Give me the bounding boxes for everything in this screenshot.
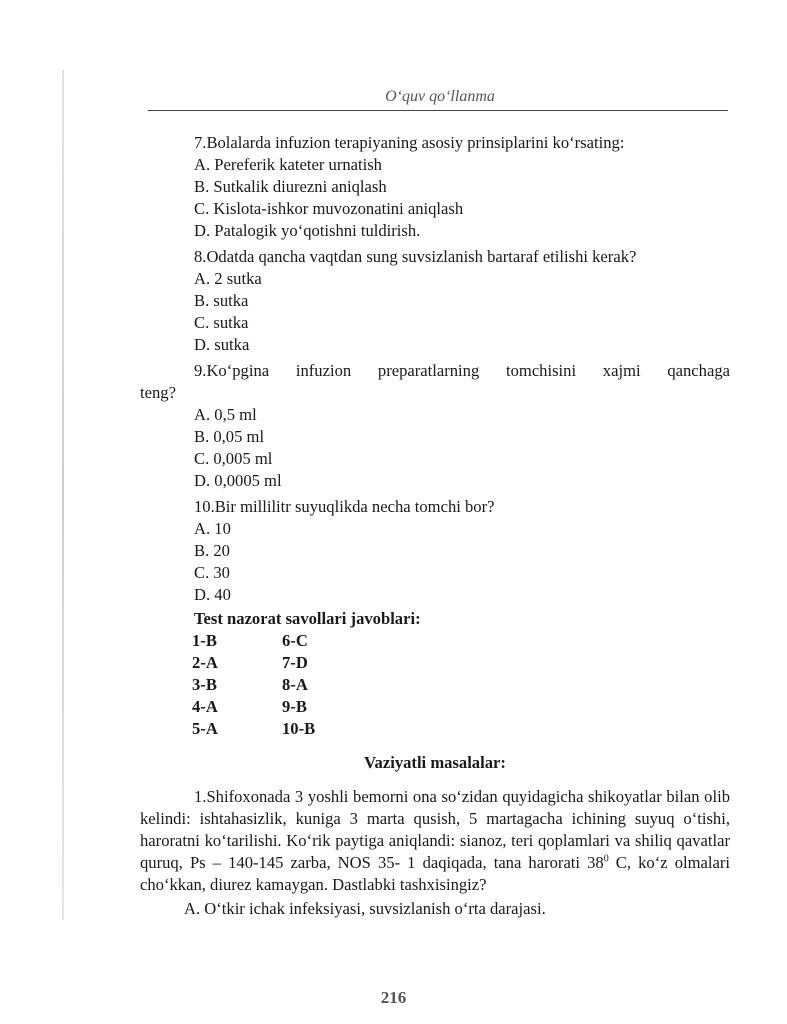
- table-row: [192, 674, 315, 696]
- answer-option: A. 2 sutka: [194, 269, 262, 288]
- answer-option: C. Kislota-ishkor muvozonatini aniqlash: [194, 199, 464, 218]
- answer-option: B. 20: [194, 541, 230, 560]
- answer-key-title: Test nazorat savollari javoblari:: [194, 609, 421, 628]
- answer-key-cell: 5-A: [192, 719, 218, 738]
- answer-key-cell: 3-B: [192, 675, 217, 694]
- page-number: 216: [380, 988, 407, 1007]
- question-text: 10.Bir millilitr suyuqlikda necha tomchi bor?: [194, 497, 495, 516]
- question-block: [140, 360, 730, 492]
- table-row: [192, 630, 315, 652]
- question-block: [140, 132, 730, 242]
- answer-key-cell: 1-B: [192, 631, 217, 650]
- answer-option: A. 0,5 ml: [194, 405, 257, 424]
- table-row: [192, 718, 315, 740]
- answer-key-cell: 6-C: [282, 631, 308, 650]
- page-spine-shadow: [62, 70, 64, 920]
- answer-option: C. 0,005 ml: [194, 449, 273, 468]
- answer-option: B. sutka: [194, 291, 249, 310]
- case-text: 1.Shifoxonada 3 yoshli bemorni ona so‘zidan quyidagicha shikoyatlar bilan olib kelindi: ishtahasizlik, kuniga 3 marta qusish, 5 martagacha ichining suyuq o‘tishi, haroratni ko‘tarilishi. Ko‘rik paytiga aniqlandi: sianoz, teri qoplamlari va shiliq qavatlar quruq, Ps – 140-145 zarba, NOS 35- 1 daqiqada, tana harorati 38: [140, 787, 730, 872]
- question-text-line: teng?: [140, 383, 176, 402]
- answer-key-cell: 9-B: [282, 697, 307, 716]
- answer-key-cell: 7-D: [282, 653, 308, 672]
- answer-option: C. sutka: [194, 313, 249, 332]
- answer-key-cell: 2-A: [192, 653, 218, 672]
- answer-option: A. 10: [194, 519, 231, 538]
- answer-key-cell: 4-A: [192, 697, 218, 716]
- table-row: [192, 652, 315, 674]
- question-block: [140, 246, 730, 356]
- answer-option: A. Pereferik kateter urnatish: [194, 155, 382, 174]
- case-study-text: [140, 786, 730, 896]
- table-row: [192, 696, 315, 718]
- answer-key-table: [192, 630, 315, 740]
- question-block: [140, 496, 730, 606]
- case-answer-option: A. O‘tkir ichak infeksiyasi, suvsizlanish o‘rta darajasi.: [184, 899, 546, 918]
- question-text: 7.Bolalarda infuzion terapiyaning asosiy prinsiplarini ko‘rsating:: [194, 133, 625, 152]
- answer-option: C. 30: [194, 563, 230, 582]
- question-text: [140, 360, 730, 404]
- section-title: Vaziyatli masalalar:: [364, 753, 506, 772]
- degree-superscript: 0: [603, 853, 609, 865]
- header-rule: [148, 110, 728, 111]
- answer-option: B. Sutkalik diurezni aniqlash: [194, 177, 387, 196]
- question-text: 8.Odatda qancha vaqtdan sung suvsizlanish bartaraf etilishi kerak?: [194, 247, 637, 266]
- page-content: [140, 132, 730, 920]
- question-text-line: 9.Ko‘pgina infuzion preparatlarning tomchisini xajmi qanchaga: [194, 361, 730, 380]
- answer-option: B. 0,05 ml: [194, 427, 265, 446]
- running-header-title: O‘quv qo‘llanma: [385, 88, 495, 105]
- answer-key-cell: 10-B: [282, 719, 316, 738]
- answer-key-cell: 8-A: [282, 675, 308, 694]
- case-text: C, ko‘z olmalari cho‘kkan, diurez kamaygan. Dastlabki tashxisingiz?: [140, 853, 730, 894]
- answer-option: D. sutka: [194, 335, 250, 354]
- answer-option: D. 0,0005 ml: [194, 471, 282, 490]
- answer-option: D. 40: [194, 585, 231, 604]
- answer-option: D. Patalogik yo‘qotishni tuldirish.: [194, 221, 421, 240]
